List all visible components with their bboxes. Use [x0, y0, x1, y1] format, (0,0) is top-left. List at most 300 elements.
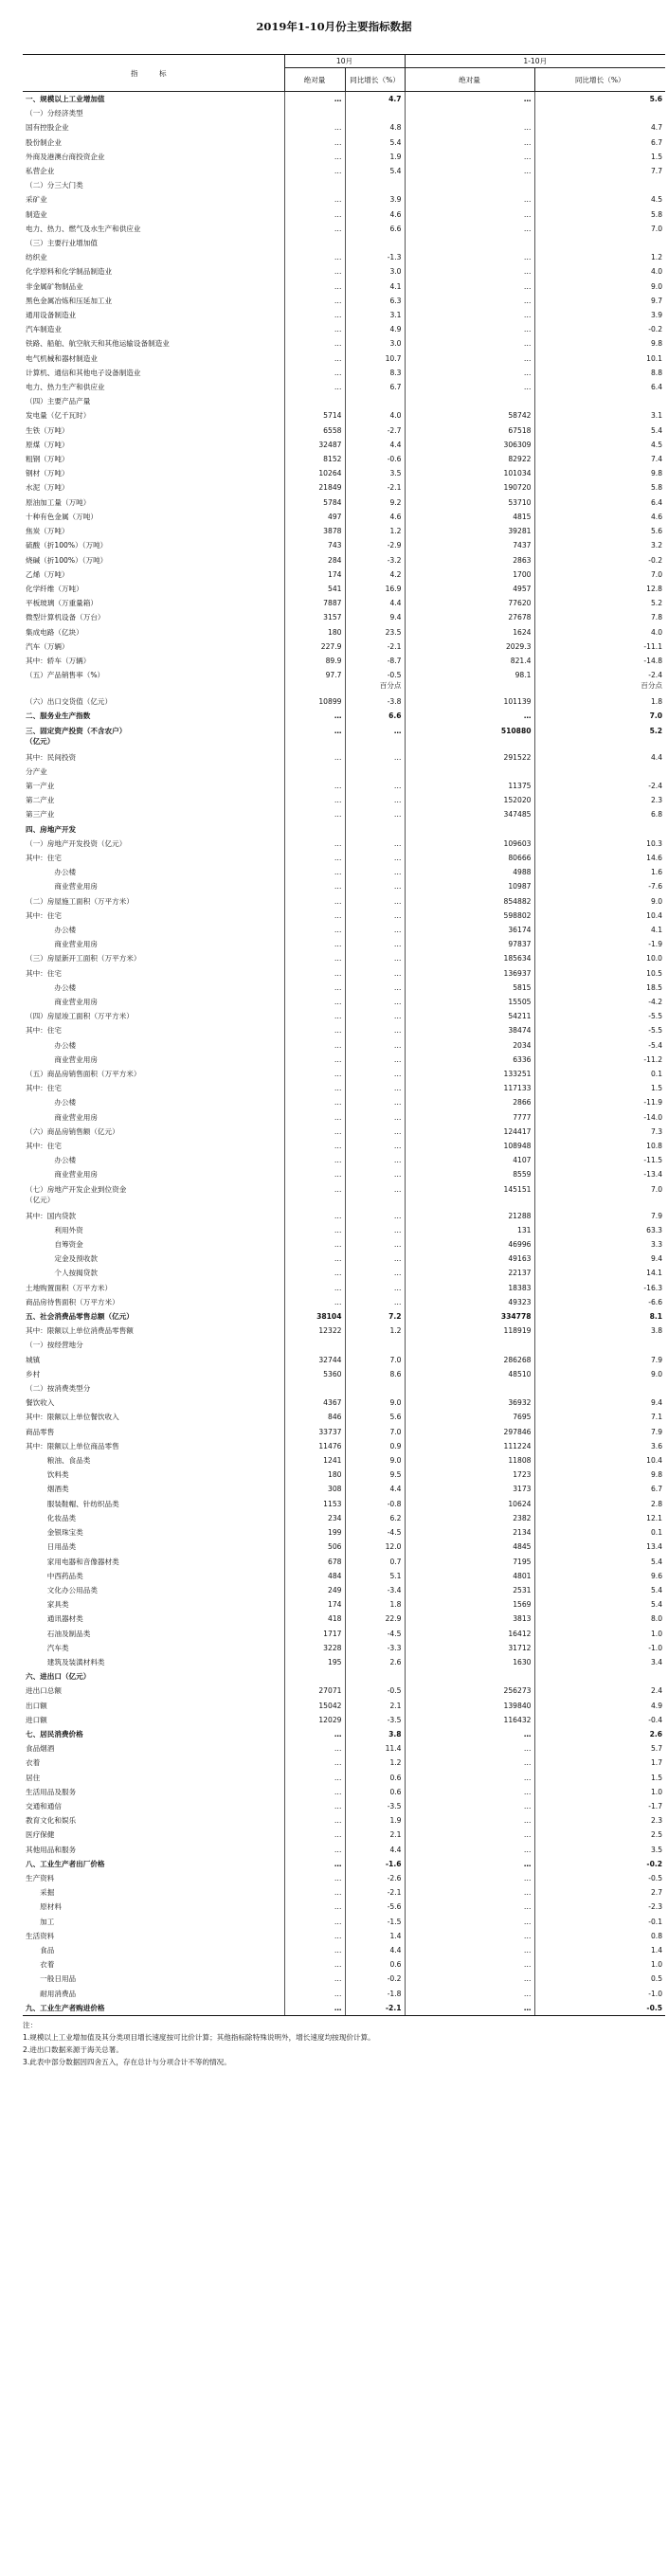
month-abs-cell: … [284, 1167, 345, 1181]
month-abs-cell: … [284, 135, 345, 150]
month-abs-cell: 7887 [284, 596, 345, 610]
ytd-yoy-cell: 8.0 [650, 1614, 663, 1624]
month-abs-cell: 1717 [284, 1627, 345, 1641]
month-yoy-cell: 0.6 [345, 1785, 405, 1799]
row-label-cell: 进口额 [23, 1713, 284, 1727]
ytd-abs-cell: … [405, 1929, 534, 1943]
row-label-cell: 烧碱（折100%）（万吨） [23, 553, 284, 567]
month-yoy-cell: 7.2 [345, 1309, 405, 1324]
month-yoy-cell: 6.3 [345, 294, 405, 308]
month-yoy-cell: 7.0 [345, 1353, 405, 1367]
month-abs-cell: 12029 [284, 1713, 345, 1727]
row-label-cell: 电气机械和器材制造业 [23, 351, 284, 366]
month-abs-cell: 10264 [284, 466, 345, 480]
table-row [23, 1410, 665, 1424]
ytd-yoy-cell: 7.7 [650, 167, 663, 176]
month-header: 10月 [284, 55, 405, 68]
ytd-yoy-cell: -0.5 [648, 1873, 663, 1882]
ytd-yoy-cell: 1.7 [650, 1758, 663, 1768]
row-label-cell: 铁路、船舶、航空航天和其他运输设备制造业 [23, 336, 284, 351]
ytd-abs-cell: … [405, 120, 534, 135]
row-label-cell: 其中：住宅 [23, 1023, 284, 1037]
ytd-yoy-cell: 4.7 [650, 123, 663, 133]
month-yoy-cell: 4.0 [345, 408, 405, 423]
ytd-abs-cell: … [405, 1799, 534, 1813]
row-label-cell: 微型计算机设备（万台） [23, 610, 284, 624]
month-abs-cell: … [284, 1281, 345, 1295]
month-abs-cell [284, 1381, 345, 1396]
ytd-abs-cell: … [405, 150, 534, 164]
month-abs-cell: … [284, 1756, 345, 1770]
month-abs-cell: 32744 [284, 1353, 345, 1367]
table-row [23, 264, 665, 279]
month-yoy-header: 同比增长（%） [345, 68, 405, 92]
row-label-cell: （二）分三大门类 [23, 178, 284, 192]
month-yoy-cell: … [345, 1153, 405, 1167]
month-abs-cell: … [284, 1799, 345, 1813]
ytd-abs-cell: 4801 [405, 1569, 534, 1583]
row-label-cell: 原油加工量（万吨） [23, 495, 284, 510]
month-abs-cell: 497 [284, 510, 345, 524]
table-row [23, 351, 665, 366]
footnote-line: 注： [23, 2021, 38, 2029]
month-yoy-cell: 4.2 [345, 567, 405, 582]
table-row [23, 279, 665, 294]
table-row [23, 822, 665, 837]
ytd-yoy-cell: -14.0 [643, 1112, 663, 1122]
ytd-yoy-cell: 9.4 [650, 1254, 663, 1264]
row-label-cell: 生活资料 [23, 1929, 284, 1943]
month-abs-cell: … [284, 1843, 345, 1857]
table-row [23, 1612, 665, 1626]
table-row [23, 1353, 665, 1367]
ytd-abs-cell: … [405, 366, 534, 380]
table-row [23, 894, 665, 909]
month-abs-cell: 3157 [284, 610, 345, 624]
ytd-abs-cell: 2382 [405, 1511, 534, 1525]
ytd-abs-cell: … [405, 250, 534, 264]
ytd-yoy-cell: 7.0 [649, 712, 663, 721]
row-label-cell: （三）房屋新开工面积（万平方米） [23, 951, 284, 965]
row-label-cell: 非金属矿物制品业 [23, 279, 284, 294]
row-label-cell: 私营企业 [23, 164, 284, 178]
indicator-table [23, 55, 665, 2015]
ytd-yoy-cell: 5.2 [650, 599, 663, 608]
ytd-abs-cell: 49163 [405, 1252, 534, 1266]
month-yoy-cell: … [345, 951, 405, 965]
table-row [23, 1699, 665, 1713]
ytd-abs-cell: … [405, 1900, 534, 1914]
month-yoy-cell: … [345, 851, 405, 865]
ytd-yoy-cell: 2.3 [650, 1816, 663, 1826]
ytd-abs-cell [405, 1381, 534, 1396]
ytd-abs-cell: 185634 [405, 951, 534, 965]
ytd-yoy-cell: 6.7 [650, 137, 663, 147]
row-label-cell: 黑色金属冶炼和压延加工业 [23, 294, 284, 308]
ytd-yoy-cell [534, 1381, 665, 1396]
table-row [23, 1167, 665, 1181]
ytd-yoy-cell: 1.8 [650, 697, 663, 707]
month-yoy-cell: … [345, 1209, 405, 1223]
month-abs-cell: 27071 [284, 1684, 345, 1698]
month-abs-cell: 33737 [284, 1425, 345, 1439]
month-yoy-cell: 5.1 [345, 1569, 405, 1583]
month-abs-cell: … [284, 264, 345, 279]
table-row [23, 779, 665, 793]
table-row [23, 294, 665, 308]
table-row [23, 1669, 665, 1684]
month-abs-cell: … [284, 909, 345, 923]
month-yoy-cell: … [345, 1053, 405, 1067]
ytd-yoy-header: 同比增长（%） [534, 68, 665, 92]
month-abs-cell: 3878 [284, 524, 345, 538]
month-yoy-cell: -0.8 [345, 1497, 405, 1511]
table-row [23, 394, 665, 408]
row-label-cell: 第三产业 [23, 807, 284, 821]
ytd-abs-cell: … [405, 264, 534, 279]
ytd-yoy-cell: 4.4 [650, 752, 663, 762]
ytd-yoy-cell: -4.2 [648, 997, 663, 1006]
ytd-yoy-cell: 5.2 [649, 726, 663, 735]
month-yoy-cell: 9.2 [345, 495, 405, 510]
month-abs-cell: 174 [284, 1597, 345, 1612]
month-yoy-cell: 1.2 [345, 1756, 405, 1770]
ytd-abs-cell: 1630 [405, 1655, 534, 1669]
table-row [23, 937, 665, 951]
month-yoy-cell: 9.0 [345, 1453, 405, 1468]
ytd-abs-cell: … [405, 135, 534, 150]
table-row [23, 1843, 665, 1857]
ytd-yoy-cell: -1.7 [648, 1801, 663, 1810]
month-yoy-cell: 4.4 [345, 596, 405, 610]
ytd-abs-cell: 291522 [405, 750, 534, 765]
month-abs-cell: … [284, 1295, 345, 1309]
table-row [23, 207, 665, 222]
month-abs-cell: 227.9 [284, 639, 345, 654]
month-abs-cell: 8152 [284, 452, 345, 466]
table-row [23, 164, 665, 178]
row-label-cell: 九、工业生产者购进价格 [23, 2001, 284, 2015]
row-label-cell: 一般日用品 [23, 1972, 284, 1986]
ytd-abs-cell: 2863 [405, 553, 534, 567]
month-abs-cell: … [284, 865, 345, 879]
row-label-cell: 教育文化和娱乐 [23, 1813, 284, 1828]
month-abs-cell [284, 178, 345, 192]
month-abs-cell: 418 [284, 1612, 345, 1626]
table-row [23, 380, 665, 394]
table-row [23, 1453, 665, 1468]
ytd-yoy-cell: 5.4 [650, 425, 663, 435]
month-yoy-cell: 1.4 [345, 1929, 405, 1943]
ytd-abs-cell: 54211 [405, 1009, 534, 1023]
table-row [23, 1009, 665, 1023]
month-abs-cell: … [284, 1053, 345, 1067]
month-yoy-cell [345, 1381, 405, 1396]
month-abs-cell: 21849 [284, 480, 345, 495]
ytd-abs-cell: 1624 [405, 625, 534, 639]
ytd-abs-cell: 1569 [405, 1597, 534, 1612]
table-row [23, 1525, 665, 1540]
month-yoy-cell: 6.6 [345, 709, 405, 723]
month-yoy-cell: 3.1 [345, 308, 405, 322]
month-yoy-cell: 4.4 [345, 1843, 405, 1857]
month-abs-cell: … [284, 1957, 345, 1972]
month-abs-cell: 12322 [284, 1324, 345, 1338]
month-abs-cell: 15042 [284, 1699, 345, 1713]
table-row [23, 150, 665, 164]
month-yoy-cell: 8.3 [345, 366, 405, 380]
month-yoy-cell: … [345, 1252, 405, 1266]
table-row [23, 452, 665, 466]
ytd-yoy-cell: 5.4 [650, 1557, 663, 1566]
table-row [23, 1497, 665, 1511]
ytd-yoy-cell: 1.0 [650, 1629, 663, 1638]
month-yoy-cell: … [345, 966, 405, 981]
month-abs-cell: 5360 [284, 1367, 345, 1381]
month-yoy-cell: 11.4 [345, 1741, 405, 1756]
ytd-yoy-cell: 1.5 [650, 152, 663, 161]
month-abs-cell: … [284, 366, 345, 380]
row-label-cell: 商业营业用房 [23, 1053, 284, 1067]
row-label-cell: 办公楼 [23, 1095, 284, 1109]
month-yoy-cell: 6.2 [345, 1511, 405, 1525]
row-label-cell: 通讯器材类 [23, 1612, 284, 1626]
month-abs-cell [284, 1338, 345, 1352]
ytd-yoy-cell: 1.5 [650, 1773, 663, 1782]
row-label-cell: 八、工业生产者出厂价格 [23, 1857, 284, 1871]
row-label-cell: 其中：国内贷款 [23, 1209, 284, 1223]
ytd-abs-cell: 10987 [405, 879, 534, 893]
ytd-abs-cell: 286268 [405, 1353, 534, 1367]
table-row [23, 1023, 665, 1037]
ytd-yoy-cell: -0.2 [648, 555, 663, 565]
row-label-cell: 汽车（万辆） [23, 639, 284, 654]
month-abs-cell: … [284, 336, 345, 351]
month-yoy-cell: … [345, 1139, 405, 1153]
row-label-cell: 食品 [23, 1943, 284, 1957]
table-row [23, 851, 665, 865]
month-yoy-cell: 9.5 [345, 1468, 405, 1482]
indicator-header: 指 标 [23, 55, 284, 92]
ytd-abs-cell: 38474 [405, 1023, 534, 1037]
month-abs-cell: … [284, 1252, 345, 1266]
ytd-yoy-cell: 4.5 [650, 195, 663, 205]
month-yoy-cell: … [345, 724, 405, 750]
row-label-cell: 其中：轿车（万辆） [23, 654, 284, 668]
month-yoy-cell: … [345, 837, 405, 851]
month-yoy-cell: … [345, 1223, 405, 1237]
month-abs-cell: 1153 [284, 1497, 345, 1511]
row-label-cell: 平板玻璃（万重量箱） [23, 596, 284, 610]
month-yoy-cell: … [345, 1125, 405, 1139]
table-row [23, 1655, 665, 1669]
ytd-yoy-cell [534, 394, 665, 408]
ytd-abs-cell: 297846 [405, 1425, 534, 1439]
month-yoy-cell: 3.9 [345, 192, 405, 207]
month-yoy-cell: -3.5 [345, 1713, 405, 1727]
ytd-yoy-cell: 2.4 [650, 1686, 663, 1696]
month-yoy-cell: 5.4 [345, 135, 405, 150]
row-label-cell: 石油及制品类 [23, 1627, 284, 1641]
ytd-yoy-cell: -2.3 [648, 1902, 663, 1912]
month-abs-cell: … [284, 1182, 345, 1209]
month-yoy-cell: 0.6 [345, 1957, 405, 1972]
month-abs-cell: 11476 [284, 1439, 345, 1453]
month-yoy-cell: 12.0 [345, 1540, 405, 1554]
ytd-abs-cell: 133251 [405, 1067, 534, 1081]
table-row [23, 1741, 665, 1756]
ytd-yoy-cell: 14.1 [646, 1269, 663, 1278]
ytd-yoy-cell: 10.0 [646, 954, 663, 964]
row-label-cell: 原材料 [23, 1900, 284, 1914]
ytd-yoy-cell: 0.5 [650, 1974, 663, 1984]
ytd-yoy-cell: 5.4 [650, 1585, 663, 1594]
table-row [23, 582, 665, 596]
month-abs-cell: … [284, 207, 345, 222]
table-row [23, 981, 665, 995]
month-yoy-cell: 4.4 [345, 1482, 405, 1496]
month-yoy-cell: … [345, 995, 405, 1009]
row-label-cell: 采掘 [23, 1885, 284, 1900]
ytd-yoy-cell: 2.7 [650, 1888, 663, 1898]
ytd-abs-cell: 109603 [405, 837, 534, 851]
month-abs-cell: … [284, 1023, 345, 1037]
ytd-abs-cell: 11808 [405, 1453, 534, 1468]
month-abs-cell: 199 [284, 1525, 345, 1540]
month-abs-cell: 484 [284, 1569, 345, 1583]
ytd-abs-cell: … [405, 1741, 534, 1756]
ytd-yoy-cell: 5.8 [650, 483, 663, 493]
month-abs-cell: … [284, 1885, 345, 1900]
row-label-cell: 烟酒类 [23, 1482, 284, 1496]
ytd-yoy-cell: 7.0 [650, 1184, 663, 1194]
ytd-abs-cell [405, 236, 534, 250]
ytd-yoy-cell: -13.4 [643, 1170, 663, 1180]
ytd-yoy-cell: 9.7 [650, 296, 663, 305]
table-row [23, 1182, 665, 1209]
month-abs-cell: 743 [284, 538, 345, 552]
table-row [23, 1439, 665, 1453]
ytd-yoy-cell: 8.1 [649, 1312, 663, 1322]
ytd-yoy-cell: -6.6 [648, 1297, 663, 1306]
ytd-abs-cell: 7777 [405, 1110, 534, 1125]
row-label-cell: 纺织业 [23, 250, 284, 264]
table-row [23, 1281, 665, 1295]
row-label-cell: 办公楼 [23, 981, 284, 995]
row-label-cell: 饮料类 [23, 1468, 284, 1482]
month-abs-cell: … [284, 1095, 345, 1109]
table-row [23, 1555, 665, 1569]
ytd-yoy-cell [534, 822, 665, 837]
table-row [23, 308, 665, 322]
ytd-yoy-cell [534, 106, 665, 120]
month-yoy-cell: 4.4 [345, 438, 405, 452]
ytd-yoy-cell: -0.4 [648, 1715, 663, 1724]
ytd-yoy-cell [534, 236, 665, 250]
table-row [23, 336, 665, 351]
month-yoy-cell: 1.2 [345, 1324, 405, 1338]
month-yoy-cell: … [345, 909, 405, 923]
month-abs-cell: … [284, 1727, 345, 1741]
table-row [23, 1713, 665, 1727]
table-row [23, 423, 665, 438]
month-yoy-cell [345, 394, 405, 408]
row-label-cell: 日用品类 [23, 1540, 284, 1554]
row-label-cell: 乙烯（万吨） [23, 567, 284, 582]
ytd-abs-cell: 48510 [405, 1367, 534, 1381]
row-label-cell: （五）产品销售率（%） [23, 668, 284, 694]
ytd-abs-cell: 118919 [405, 1324, 534, 1338]
month-abs-cell: 5714 [284, 408, 345, 423]
row-label-cell: 水泥（万吨） [23, 480, 284, 495]
row-label-cell: 乡村 [23, 1367, 284, 1381]
ytd-abs-cell: 334778 [405, 1309, 534, 1324]
ytd-yoy-cell: 10.4 [646, 1456, 663, 1466]
month-yoy-cell: 4.6 [345, 510, 405, 524]
ytd-yoy-cell: 6.7 [650, 1485, 663, 1494]
table-row [23, 1684, 665, 1698]
ytd-yoy-cell [534, 1669, 665, 1684]
month-abs-cell: 234 [284, 1511, 345, 1525]
table-row [23, 538, 665, 552]
month-yoy-cell: 5.6 [345, 1410, 405, 1424]
table-row [23, 1957, 665, 1972]
ytd-yoy-cell: 12.1 [646, 1513, 663, 1522]
ytd-abs-cell: 4988 [405, 865, 534, 879]
ytd-abs-cell: 124417 [405, 1125, 534, 1139]
ytd-yoy-cell: 7.8 [650, 613, 663, 622]
ytd-yoy-cell: -0.5 [646, 2003, 663, 2012]
ytd-abs-cell: 510880 [405, 724, 534, 750]
table-row [23, 951, 665, 965]
ytd-yoy-cell: 3.2 [650, 541, 663, 550]
month-yoy-cell: … [345, 750, 405, 765]
ytd-abs-cell: 6336 [405, 1053, 534, 1067]
ytd-abs-cell: … [405, 1813, 534, 1828]
row-label-cell: 集成电路（亿块） [23, 625, 284, 639]
ytd-yoy-cell: 3.5 [650, 1845, 663, 1854]
ytd-abs-cell [405, 765, 534, 779]
month-abs-cell: … [284, 779, 345, 793]
row-label-cell: 商品零售 [23, 1425, 284, 1439]
table-row [23, 1338, 665, 1352]
month-yoy-cell: -2.1 [345, 639, 405, 654]
month-abs-cell: 38104 [284, 1309, 345, 1324]
ytd-abs-cell: 131 [405, 1223, 534, 1237]
ytd-yoy-cell: 7.9 [650, 1427, 663, 1436]
row-label-cell: 办公楼 [23, 1038, 284, 1053]
row-label-cell: 生活用品及服务 [23, 1785, 284, 1799]
month-abs-cell: … [284, 1972, 345, 1986]
table-row [23, 222, 665, 236]
month-yoy-cell: -3.3 [345, 1641, 405, 1655]
month-abs-cell: … [284, 937, 345, 951]
ytd-abs-cell [405, 822, 534, 837]
ytd-abs-cell: … [405, 1972, 534, 1986]
table-row [23, 1813, 665, 1828]
month-abs-cell: 10899 [284, 694, 345, 709]
row-label-cell: 交通和通信 [23, 1799, 284, 1813]
table-bottom-rule [23, 2015, 665, 2016]
month-yoy-cell: … [345, 1295, 405, 1309]
ytd-yoy-cell: 1.0 [650, 1787, 663, 1796]
ytd-abs-cell: 53710 [405, 495, 534, 510]
table-row [23, 2001, 665, 2015]
row-label-cell: 其中：限额以上单位餐饮收入 [23, 1410, 284, 1424]
ytd-yoy-cell: -7.6 [648, 882, 663, 892]
table-row [23, 709, 665, 723]
row-label-cell: 通用设备制造业 [23, 308, 284, 322]
